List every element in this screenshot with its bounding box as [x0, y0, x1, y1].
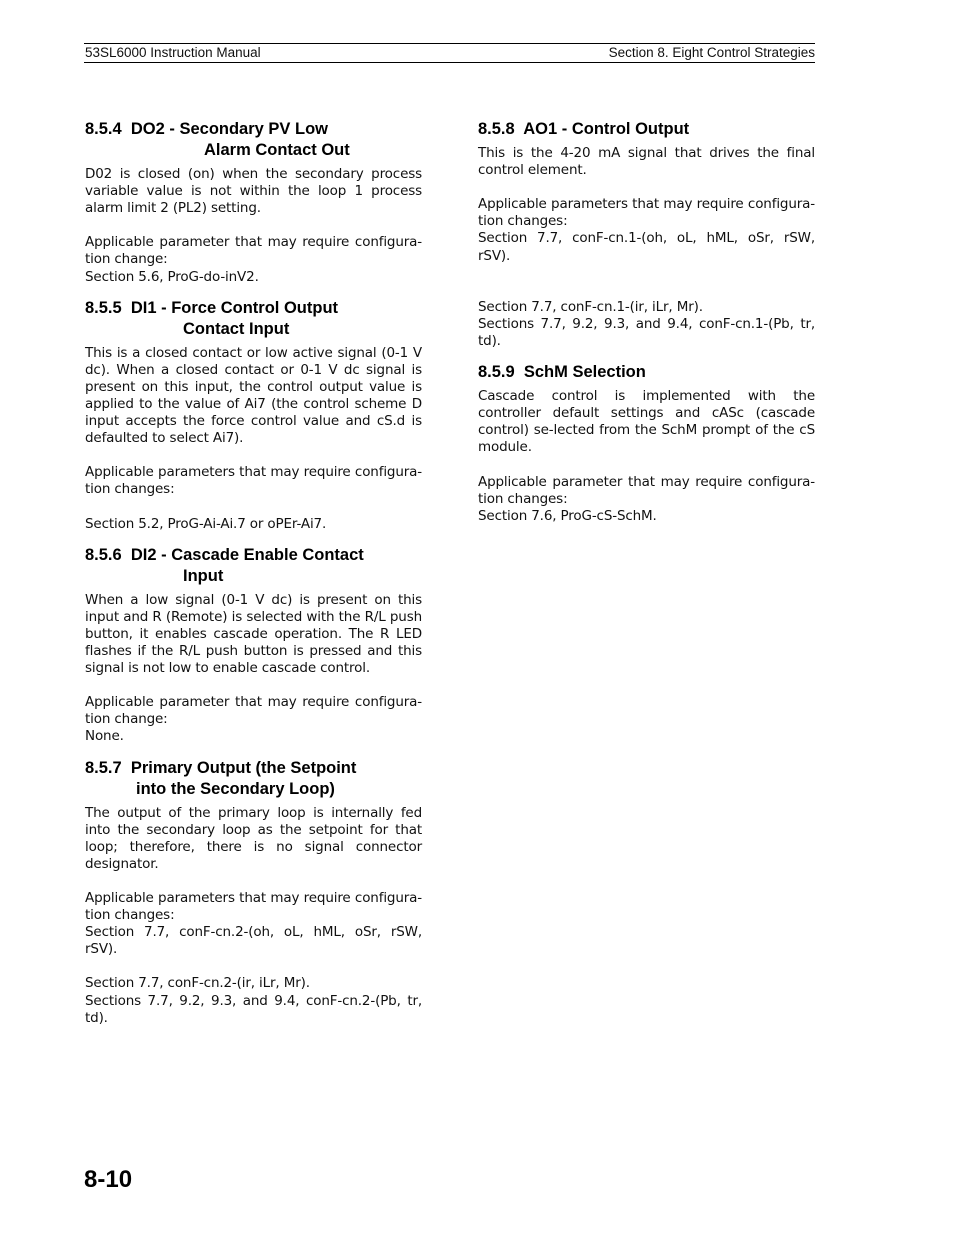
- paragraph: The output of the primary loop is internally fed into the secondary loop as the setpoint for that loop; therefore, there is no signal connector designator.: [85, 804, 422, 872]
- paragraph: Applicable parameters that may require configura-tion changes:: [85, 890, 422, 924]
- paragraph: Applicable parameters that may require configura-tion changes:: [478, 196, 815, 230]
- section-8-5-7: [85, 758, 422, 1027]
- paragraph: Applicable parameters that may require configura-tion changes:: [85, 464, 422, 498]
- right-column: [478, 119, 815, 537]
- paragraph: When a low signal (0-1 V dc) is present on this input and R (Remote) is selected with the R/L push button, it enables cascade operation. The R LED flashes if the R/L push button is pressed and this signal is not low to enable cascade control.: [85, 591, 422, 677]
- paragraph: This is a closed contact or low active signal (0-1 V dc). When a closed contact or 0-1 V dc signal is present on this input, the control output value is applied to the value of Ai7 (the control scheme D input accepts the force control value and cS.d is defaulted to select Ai7).: [85, 344, 422, 447]
- paragraph: Applicable parameter that may require configura-tion change:: [85, 694, 422, 728]
- paragraph: Section 5.2, ProG-Ai-Ai.7 or oPEr-Ai7.: [85, 515, 327, 532]
- paragraph: This is the 4-20 mA signal that drives the final control element.: [478, 145, 815, 179]
- header-top-rule: [84, 43, 815, 44]
- section-heading: 8.5.9 SchM Selection: [478, 363, 646, 382]
- paragraph: Section 7.7, conF-cn.2-(oh, oL, hML, oSr, rSW, rSV).: [85, 924, 422, 958]
- section-8-5-6: [85, 545, 422, 746]
- paragraph: Applicable parameter that may require configura-tion changes:: [478, 473, 815, 507]
- section-heading: 8.5.5 DI1 - Force Control Output Contact Input: [85, 298, 339, 338]
- paragraph: D02 is closed (on) when the secondary process variable value is not within the loop 1 process alarm limit 2 (PL2) setting.: [85, 166, 422, 217]
- paragraph: Cascade control is implemented with the controller default settings and cASc (cascade control) se-lected from the SchM prompt of the cS module.: [478, 388, 815, 456]
- section-heading: 8.5.7 Primary Output (the Setpoint into the Secondary Loop): [85, 758, 357, 798]
- paragraph: Sections 7.7, 9.2, 9.3, and 9.4, conF-cn.1-(Pb, tr, td).: [478, 315, 815, 350]
- paragraph: Section 7.7, conF-cn.2-(ir, iLr, Mr).: [85, 975, 310, 992]
- section-8-5-5: [85, 298, 422, 533]
- paragraph: None.: [85, 728, 124, 745]
- section-8-5-9: [478, 362, 815, 525]
- section-heading: 8.5.4 DO2 - Secondary PV Low Alarm Contact Out: [85, 120, 350, 159]
- header-bottom-rule: [84, 62, 815, 63]
- section-8-5-8: [478, 119, 815, 350]
- section-heading: 8.5.8 AO1 - Control Output: [478, 120, 690, 138]
- left-column: [85, 119, 422, 1039]
- paragraph: Section 7.7, conF-cn.1-(ir, iLr, Mr).: [478, 298, 703, 315]
- paragraph: Applicable parameter that may require configura-tion change:: [85, 234, 422, 268]
- paragraph: Section 5.6, ProG-do-inV2.: [85, 268, 259, 285]
- page-number: 8-10: [84, 1166, 133, 1193]
- paragraph: Section 7.7, conF-cn.1-(oh, oL, hML, oSr, rSW, rSV).: [478, 230, 815, 264]
- paragraph: Section 7.6, ProG-cS-SchM.: [478, 507, 657, 524]
- header-manual-title: 53SL6000 Instruction Manual: [85, 45, 261, 60]
- header-section-title: Section 8. Eight Control Strategies: [608, 45, 815, 60]
- section-8-5-4: [85, 119, 422, 286]
- paragraph: Sections 7.7, 9.2, 9.3, and 9.4, conF-cn.2-(Pb, tr, td).: [85, 992, 422, 1026]
- section-heading: 8.5.6 DI2 - Cascade Enable Contact Input: [85, 545, 364, 585]
